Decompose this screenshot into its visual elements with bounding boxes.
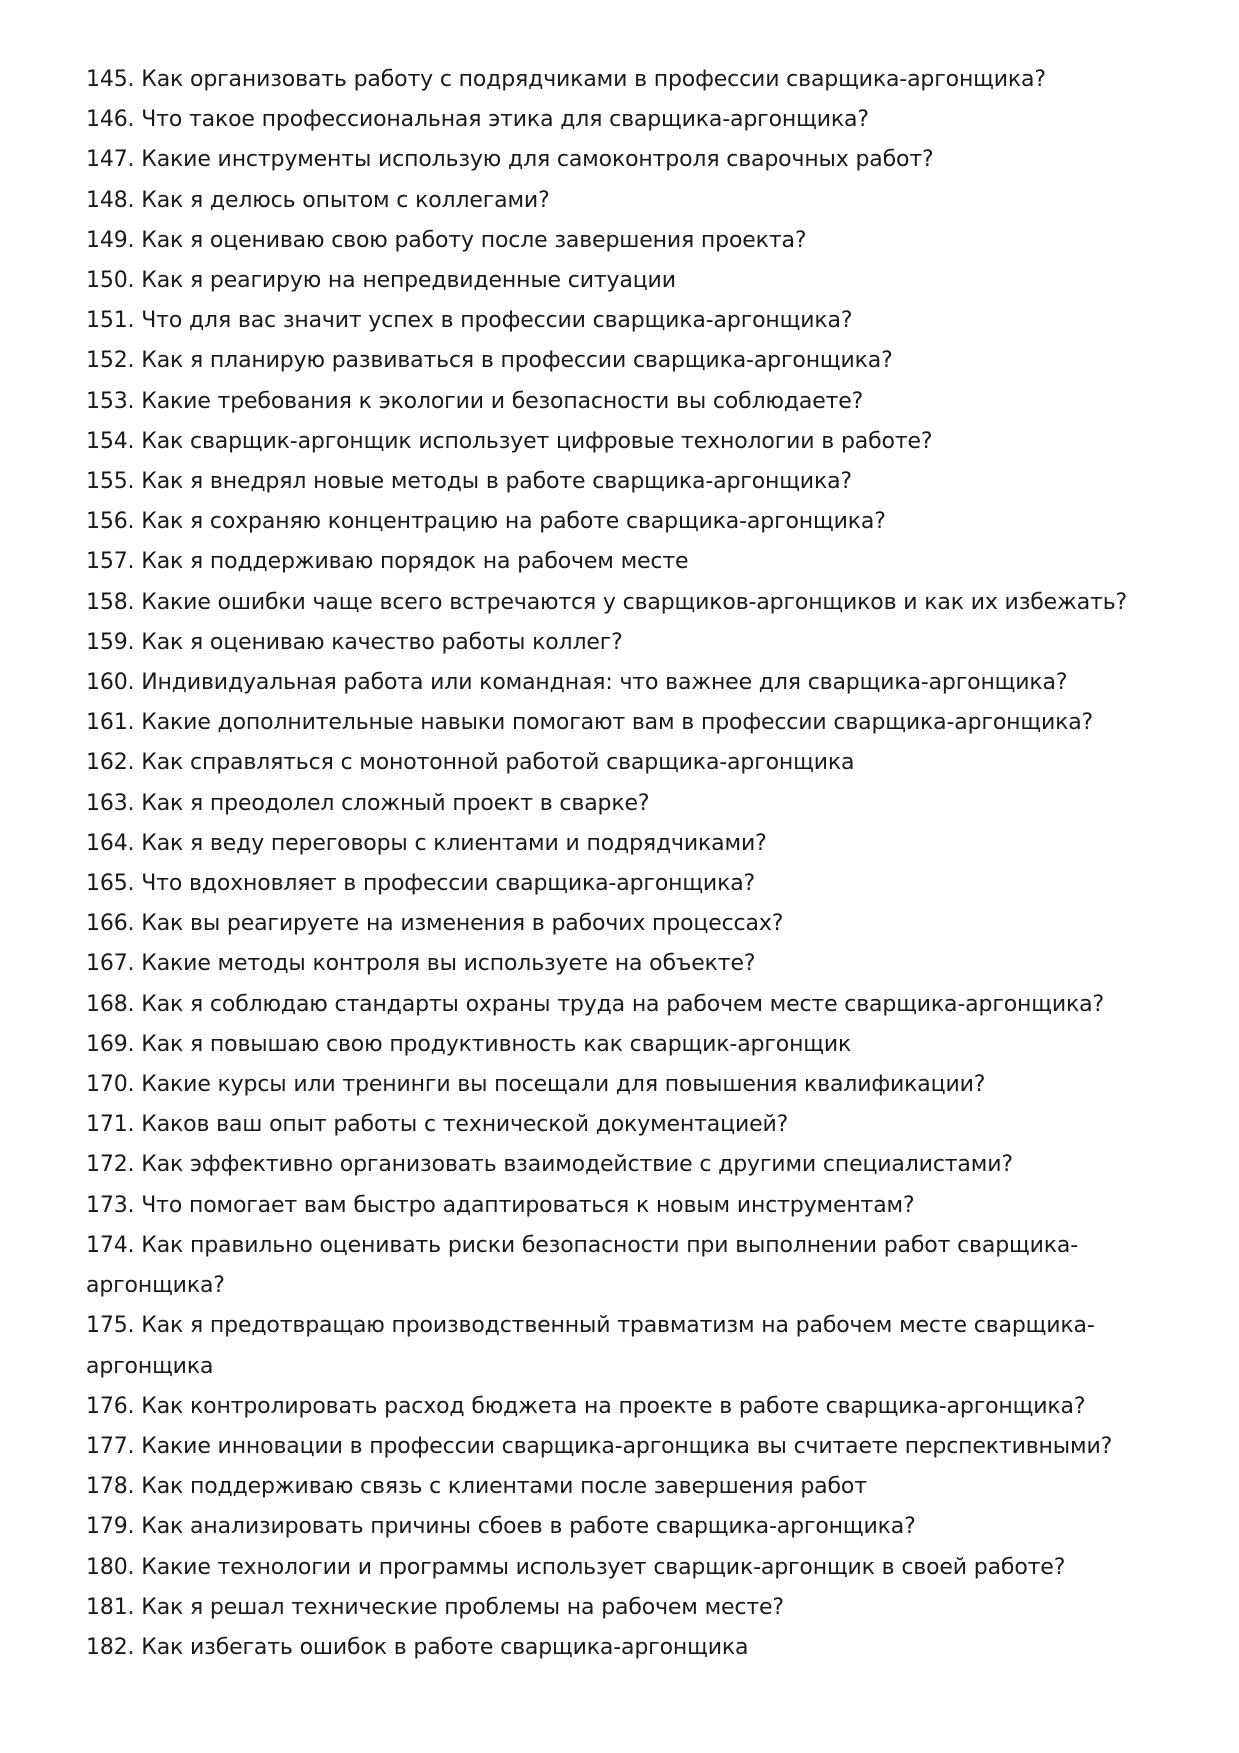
- question-list: [86, 60, 1156, 1668]
- list-item: 162. Как справляться с монотонной работой сварщика-аргонщика: [86, 750, 855, 776]
- list-item: 168. Как я соблюдаю стандарты охраны труда на рабочем месте сварщика-аргонщика?: [86, 991, 1104, 1017]
- list-item: 160. Индивидуальная работа или командная: что важнее для сварщика-аргонщика?: [86, 670, 1068, 696]
- list-item: 155. Как я внедрял новые методы в работе сварщика-аргонщика?: [86, 469, 852, 495]
- list-item: 179. Как анализировать причины сбоев в работе сварщика-аргонщика?: [86, 1514, 916, 1540]
- list-item: 167. Какие методы контроля вы используете на объекте?: [86, 951, 756, 977]
- list-item: 165. Что вдохновляет в профессии сварщика-аргонщика?: [86, 871, 756, 897]
- list-item: 176. Как контролировать расход бюджета на проекте в работе сварщика-аргонщика?: [86, 1393, 1086, 1419]
- list-item: 151. Что для вас значит успех в профессии сварщика-аргонщика?: [86, 308, 853, 334]
- list-item: 180. Какие технологии и программы использует сварщик-аргонщик в своей работе?: [86, 1554, 1066, 1580]
- list-item: 164. Как я веду переговоры с клиентами и подрядчиками?: [86, 830, 767, 856]
- list-item: 149. Как я оцениваю свою работу после завершения проекта?: [86, 227, 807, 253]
- list-item: 175. Как я предотвращаю производственный травматизм на рабочем месте сварщика-аргонщика: [86, 1313, 1095, 1379]
- list-item: 177. Какие инновации в профессии сварщика-аргонщика вы считаете перспективными?: [86, 1433, 1113, 1459]
- list-item: 159. Как я оцениваю качество работы коллег?: [86, 629, 623, 655]
- list-item: 161. Какие дополнительные навыки помогают вам в профессии сварщика-аргонщика?: [86, 710, 1094, 736]
- list-item: 182. Как избегать ошибок в работе сварщика-аргонщика: [86, 1634, 749, 1660]
- list-item: 181. Как я решал технические проблемы на рабочем месте?: [86, 1594, 784, 1620]
- list-item: 172. Как эффективно организовать взаимодействие с другими специалистами?: [86, 1152, 1013, 1178]
- list-item: 152. Как я планирую развиваться в профессии сварщика-аргонщика?: [86, 348, 893, 374]
- list-item: 150. Как я реагирую на непредвиденные ситуации: [86, 268, 676, 294]
- list-item: 146. Что такое профессиональная этика для сварщика-аргонщика?: [86, 107, 869, 133]
- list-item: 163. Как я преодолел сложный проект в сварке?: [86, 790, 650, 816]
- list-item: 169. Как я повышаю свою продуктивность как сварщик-аргонщик: [86, 1031, 852, 1057]
- list-item: 174. Как правильно оценивать риски безопасности при выполнении работ сварщика-аргонщика?: [86, 1232, 1078, 1299]
- list-item: 145. Как организовать работу с подрядчиками в профессии сварщика-аргонщика?: [86, 67, 1046, 92]
- list-item: 157. Как я поддерживаю порядок на рабочем месте: [86, 549, 689, 575]
- list-item: 173. Что помогает вам быстро адаптироваться к новым инструментам?: [86, 1192, 915, 1218]
- list-item: 147. Какие инструменты использую для самоконтроля сварочных работ?: [86, 147, 934, 173]
- list-item: 153. Какие требования к экологии и безопасности вы соблюдаете?: [86, 388, 864, 414]
- list-item: 171. Каков ваш опыт работы с технической документацией?: [86, 1112, 789, 1138]
- list-item: 158. Какие ошибки чаще всего встречаются у сварщиков-аргонщиков и как их избежать?: [86, 589, 1128, 615]
- list-item: 154. Как сварщик-аргонщик использует цифровые технологии в работе?: [86, 428, 933, 454]
- list-item: 166. Как вы реагируете на изменения в рабочих процессах?: [86, 911, 784, 937]
- list-item: 178. Как поддерживаю связь с клиентами после завершения работ: [86, 1474, 867, 1500]
- list-item: 156. Как я сохраняю концентрацию на работе сварщика-аргонщика?: [86, 509, 886, 535]
- list-item: 148. Как я делюсь опытом с коллегами?: [86, 187, 550, 213]
- list-item: 170. Какие курсы или тренинги вы посещали для повышения квалификации?: [86, 1072, 986, 1098]
